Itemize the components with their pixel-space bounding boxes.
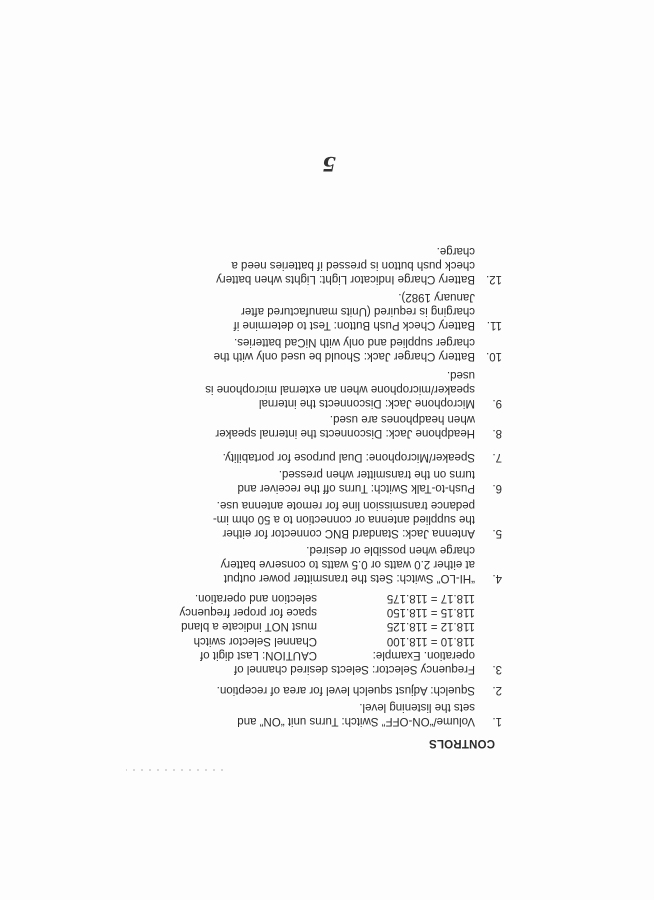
frequency-mapping: 118.17 = 118.175 xyxy=(386,591,475,604)
item-text-line: Battery Charger Jack: Should be used only with the xyxy=(213,350,475,362)
caution-line: Channel Selector switch xyxy=(193,634,317,647)
item-text-line: Squelch: Adjust squelch level for area of reception. xyxy=(216,684,475,696)
item-number: 7. xyxy=(492,451,502,463)
item-text-line: charge. xyxy=(436,244,475,257)
item-text-line: at either 2.0 watts or 0.5 watts to conserve battery xyxy=(220,557,475,570)
item-number: 1. xyxy=(492,715,502,727)
caution-line: must NOT indicate a bland xyxy=(181,620,317,633)
item-number: 8. xyxy=(492,427,502,439)
list-item xyxy=(122,243,502,286)
item-text-line: Volume/“ON-OFF” Switch: Turns unit “ON” and xyxy=(237,715,475,727)
item-number: 3. xyxy=(492,663,502,675)
item-text-line: operation. Example: xyxy=(372,648,475,661)
caution-line: CAUTION: Last digit of xyxy=(200,648,317,661)
item-number: 9. xyxy=(492,397,502,409)
list-item xyxy=(122,542,502,585)
item-text-line: sets the listening level. xyxy=(359,700,475,713)
item-text-line: charger supplied and only with NiCad batteries. xyxy=(234,335,475,348)
frequency-mapping: 118.15 = 118.150 xyxy=(386,606,475,619)
item-text-line: “HI-LO” Switch: Sets the transmitter power output xyxy=(223,572,475,584)
item-text-line: Battery Charge Indicator Light: Lights when battery xyxy=(216,273,475,285)
list-item xyxy=(122,412,502,440)
list-item xyxy=(122,700,502,728)
item-text-line: the supplied antenna or connection to a 50 ohm im- xyxy=(212,512,475,525)
page-number: 5 xyxy=(322,152,336,176)
item-text-line: Frequency Selector: Selects desired channel of xyxy=(234,663,475,675)
item-text-line: charge when possible or desired. xyxy=(306,543,475,556)
item-number: 10. xyxy=(486,350,502,362)
caution-line: selection and operation. xyxy=(194,591,317,604)
item-text-line: Battery Check Push Button: Test to determine if xyxy=(233,319,475,331)
item-text-line: Speaker/Microphone: Dual purpose for portability. xyxy=(222,451,475,463)
item-text-line: January 1982). xyxy=(398,290,475,303)
frequency-mapping: 118.12 = 118.125 xyxy=(386,620,475,633)
list-item xyxy=(122,683,502,697)
list-item xyxy=(122,450,502,464)
caution-line: space for proper frequency xyxy=(179,606,317,619)
item-text-line: used. xyxy=(446,368,475,381)
item-number: 6. xyxy=(492,482,502,494)
list-item xyxy=(122,497,502,540)
section-heading: CONTROLS xyxy=(428,737,495,749)
scan-specks xyxy=(126,768,226,772)
item-text-line: when headphones are used. xyxy=(329,412,475,425)
list-item xyxy=(122,467,502,495)
frequency-example-values xyxy=(325,591,475,662)
frequency-mapping: 118.10 = 118.100 xyxy=(386,634,475,647)
caution-note xyxy=(180,591,317,662)
item-text-line: Headphone Jack: Disconnects the internal speaker xyxy=(215,427,475,439)
item-text-line: Push-to-Talk Switch: Turns off the receiver and xyxy=(237,482,475,494)
item-number: 12. xyxy=(486,273,502,285)
item-text-line: Microphone Jack: Disconnects the internal xyxy=(258,397,475,409)
item-text-line: turns on the transmitter when pressed. xyxy=(278,467,475,480)
item-number: 4. xyxy=(492,572,502,584)
item-number: 2. xyxy=(492,684,502,696)
frequency-example xyxy=(122,591,475,662)
list-item xyxy=(122,591,502,676)
item-text-line: check push button is pressed if batteries need a xyxy=(231,258,475,271)
item-text-line: charging is required (Units manufactured after xyxy=(241,304,475,317)
item-number: 11. xyxy=(486,319,502,331)
list-item xyxy=(122,335,502,363)
item-text-line: Antenna Jack: Standard BNC connector for either xyxy=(222,527,475,539)
list-item xyxy=(122,367,502,410)
item-number: 5. xyxy=(492,527,502,539)
item-text-line: speaker/microphone when an external microphone is xyxy=(205,382,475,395)
list-item xyxy=(122,289,502,332)
item-text-line: pedance transmission line for remote antenna use. xyxy=(216,498,475,511)
